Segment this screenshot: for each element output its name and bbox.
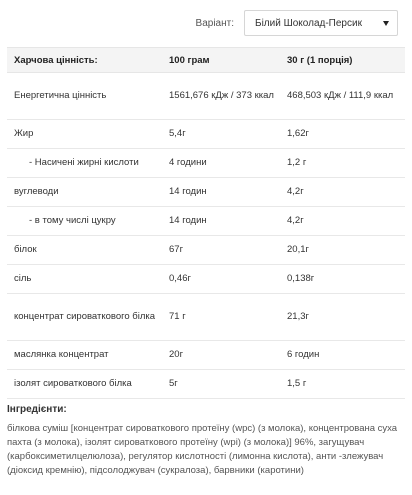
row-per-serving: 1,5 г <box>280 370 405 399</box>
chevron-down-icon <box>383 21 389 26</box>
column-header-per-100g: 100 грам <box>162 48 280 73</box>
row-name: концентрат сироваткового білка <box>7 294 162 341</box>
row-per-100g: 20г <box>162 341 280 370</box>
table-row <box>7 236 405 265</box>
row-per-100g: 4 години <box>162 149 280 178</box>
ingredients-text: білкова суміш [концентрат сироваткового протеїну (wpc) (з молока), концентрована суха пахта (з молока), ізолят сироваткового протеїну (wpi) (з молока)] 96%, загущувач (карбоксиметилцелюлоза), регулятор кислотності (лимонна кислота), анти -злежувач (діоксид кремнію), підсолоджувач (сукралоза), барвники (каротини) <box>7 423 398 476</box>
row-name: Жир <box>7 120 162 149</box>
row-per-serving: 1,62г <box>280 120 405 149</box>
row-per-serving: 0,138г <box>280 265 405 294</box>
row-per-100g: 0,46г <box>162 265 280 294</box>
column-header-nutrition: Харчова цінність: <box>7 48 162 73</box>
row-per-100g: 14 годин <box>162 178 280 207</box>
table-row <box>7 207 405 236</box>
row-per-serving: 20,1г <box>280 236 405 265</box>
table-row <box>7 120 405 149</box>
row-per-100g: 5г <box>162 370 280 399</box>
table-header-row <box>7 48 405 73</box>
row-per-serving: 468,503 кДж / 111,9 ккал <box>280 73 405 120</box>
row-per-100g: 71 г <box>162 294 280 341</box>
table-row <box>7 370 405 399</box>
row-name: білок <box>7 236 162 265</box>
row-name: вуглеводи <box>7 178 162 207</box>
variant-label: Варіант: <box>195 17 234 29</box>
row-name: сіль <box>7 265 162 294</box>
ingredients-title: Інгредієнти: <box>7 404 67 415</box>
row-per-100g: 1561,676 кДж / 373 ккал <box>162 73 280 120</box>
table-row <box>7 149 405 178</box>
table-row <box>7 294 405 341</box>
column-header-per-serving: 30 г (1 порція) <box>280 48 405 73</box>
row-per-serving: 4,2г <box>280 178 405 207</box>
row-per-100g: 5,4г <box>162 120 280 149</box>
row-per-100g: 14 годин <box>162 207 280 236</box>
row-per-serving: 1,2 г <box>280 149 405 178</box>
row-per-serving: 21,3г <box>280 294 405 341</box>
row-per-serving: 4,2г <box>280 207 405 236</box>
row-per-serving: 6 годин <box>280 341 405 370</box>
table-row <box>7 73 405 120</box>
variant-select[interactable] <box>244 10 398 36</box>
row-name: маслянка концентрат <box>7 341 162 370</box>
row-name: Енергетична цінність <box>7 73 162 120</box>
row-name: - в тому числі цукру <box>7 207 162 236</box>
row-per-100g: 67г <box>162 236 280 265</box>
nutrition-table <box>7 47 405 399</box>
table-row <box>7 178 405 207</box>
variant-selected-value: Білий Шоколад-Персик <box>255 17 362 29</box>
row-name: ізолят сироваткового білка <box>7 370 162 399</box>
table-row <box>7 265 405 294</box>
table-row <box>7 341 405 370</box>
row-name: - Насичені жирні кислоти <box>7 149 162 178</box>
variant-selector-row <box>196 10 398 36</box>
